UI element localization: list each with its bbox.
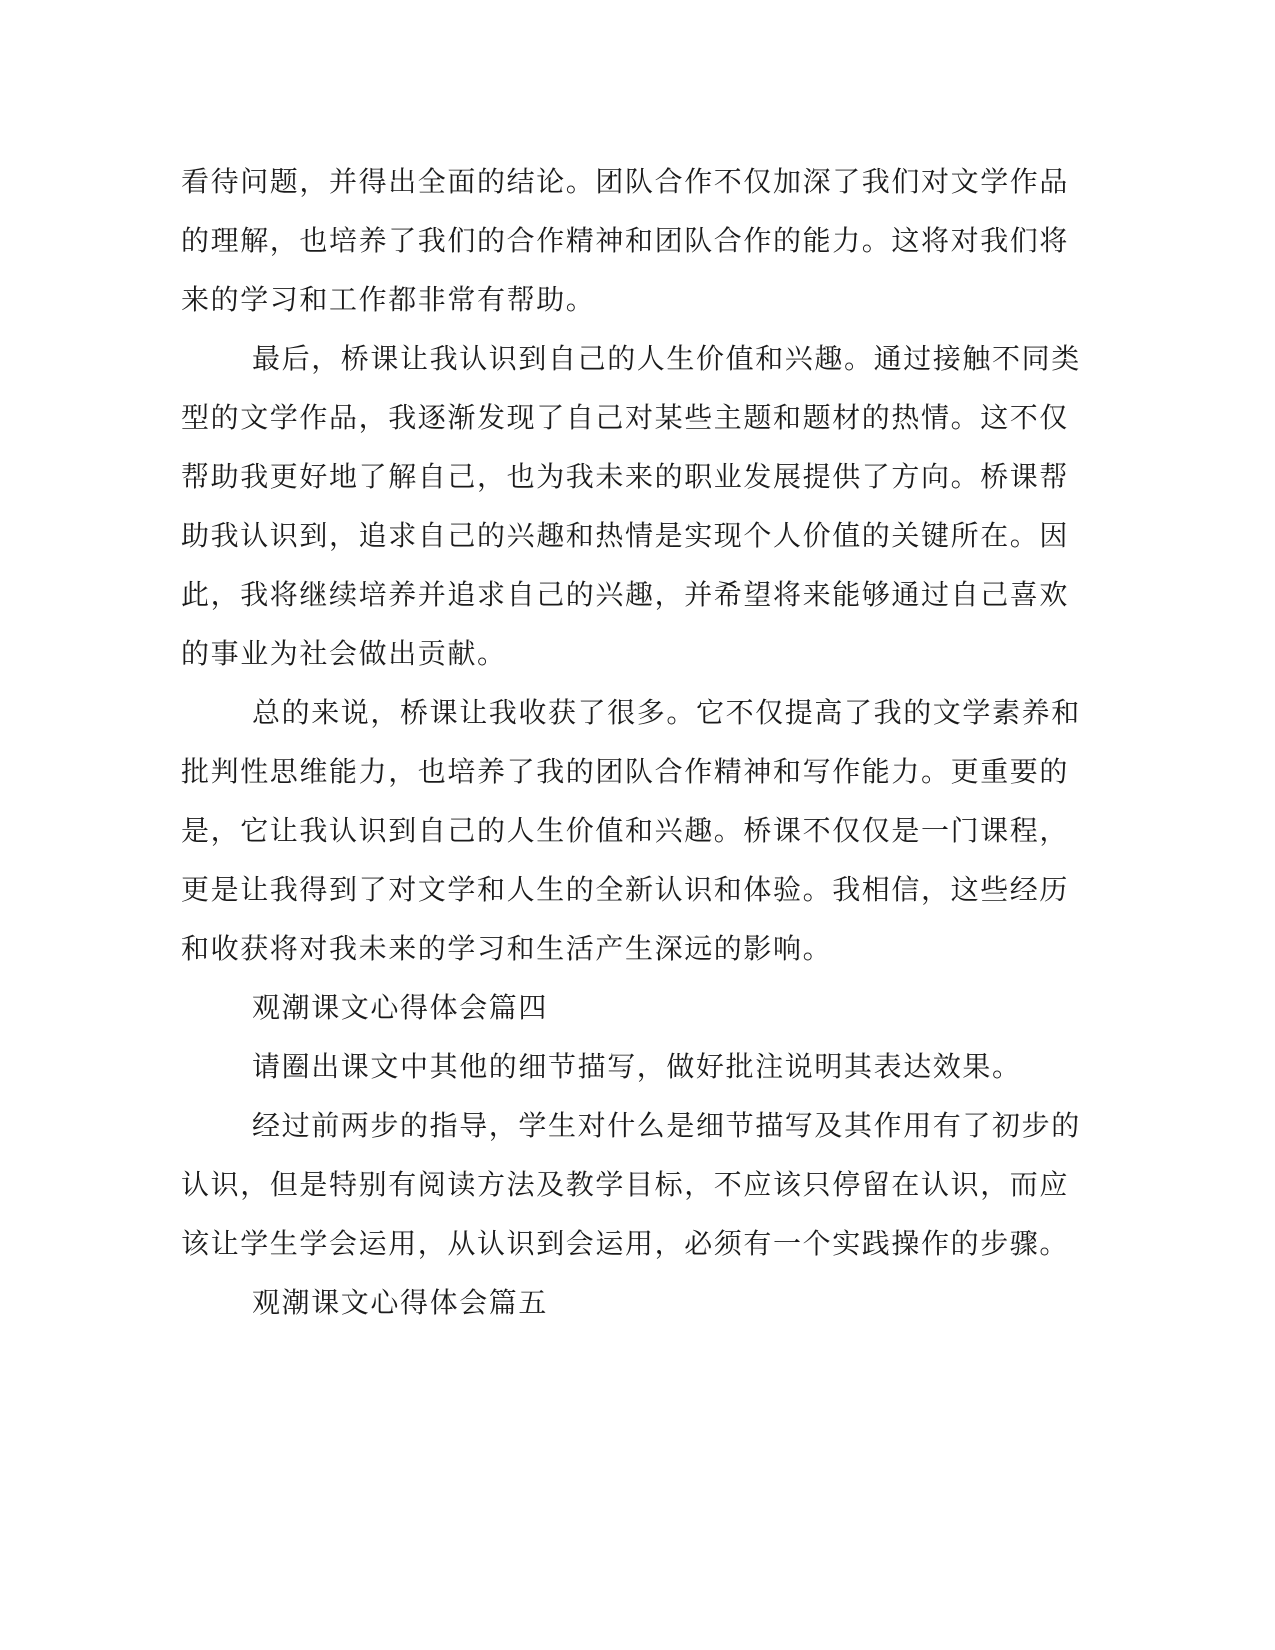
text-line: 帮助我更好地了解自己，也为我未来的职业发展提供了方向。桥课帮: [181, 460, 1070, 493]
text-line: 的事业为社会做出贡献。: [181, 637, 507, 670]
section-heading: 观潮课文心得体会篇四: [252, 991, 549, 1024]
text-line: 和收获将对我未来的学习和生活产生深远的影响。: [181, 932, 833, 965]
text-line: 来的学习和工作都非常有帮助。: [181, 283, 596, 316]
paragraph-first-line: 总的来说，桥课让我收获了很多。它不仅提高了我的文学素养和: [252, 696, 1081, 729]
text-line: 的理解，也培养了我们的合作精神和团队合作的能力。这将对我们将: [181, 224, 1070, 257]
text-line: 助我认识到，追求自己的兴趣和热情是实现个人价值的关键所在。因: [181, 519, 1070, 552]
text-line: 认识，但是特别有阅读方法及教学目标，不应该只停留在认识，而应: [181, 1168, 1070, 1201]
section-heading: 观潮课文心得体会篇五: [252, 1286, 549, 1319]
text-line: 此，我将继续培养并追求自己的兴趣，并希望将来能够通过自己喜欢: [181, 578, 1070, 611]
text-line: 型的文学作品，我逐渐发现了自己对某些主题和题材的热情。这不仅: [181, 401, 1070, 434]
text-line: 该让学生学会运用，从认识到会运用，必须有一个实践操作的步骤。: [181, 1227, 1070, 1260]
text-line: 更是让我得到了对文学和人生的全新认识和体验。我相信，这些经历: [181, 873, 1070, 906]
text-line: 批判性思维能力，也培养了我的团队合作精神和写作能力。更重要的: [181, 755, 1070, 788]
text-line: 是，它让我认识到自己的人生价值和兴趣。桥课不仅仅是一门课程，: [181, 814, 1070, 847]
paragraph-first-line: 请圈出课文中其他的细节描写，做好批注说明其表达效果。: [252, 1050, 1022, 1083]
text-line: 看待问题，并得出全面的结论。团队合作不仅加深了我们对文学作品: [181, 165, 1070, 198]
paragraph-first-line: 最后，桥课让我认识到自己的人生价值和兴趣。通过接触不同类: [252, 342, 1081, 375]
paragraph-first-line: 经过前两步的指导，学生对什么是细节描写及其作用有了初步的: [252, 1109, 1081, 1142]
